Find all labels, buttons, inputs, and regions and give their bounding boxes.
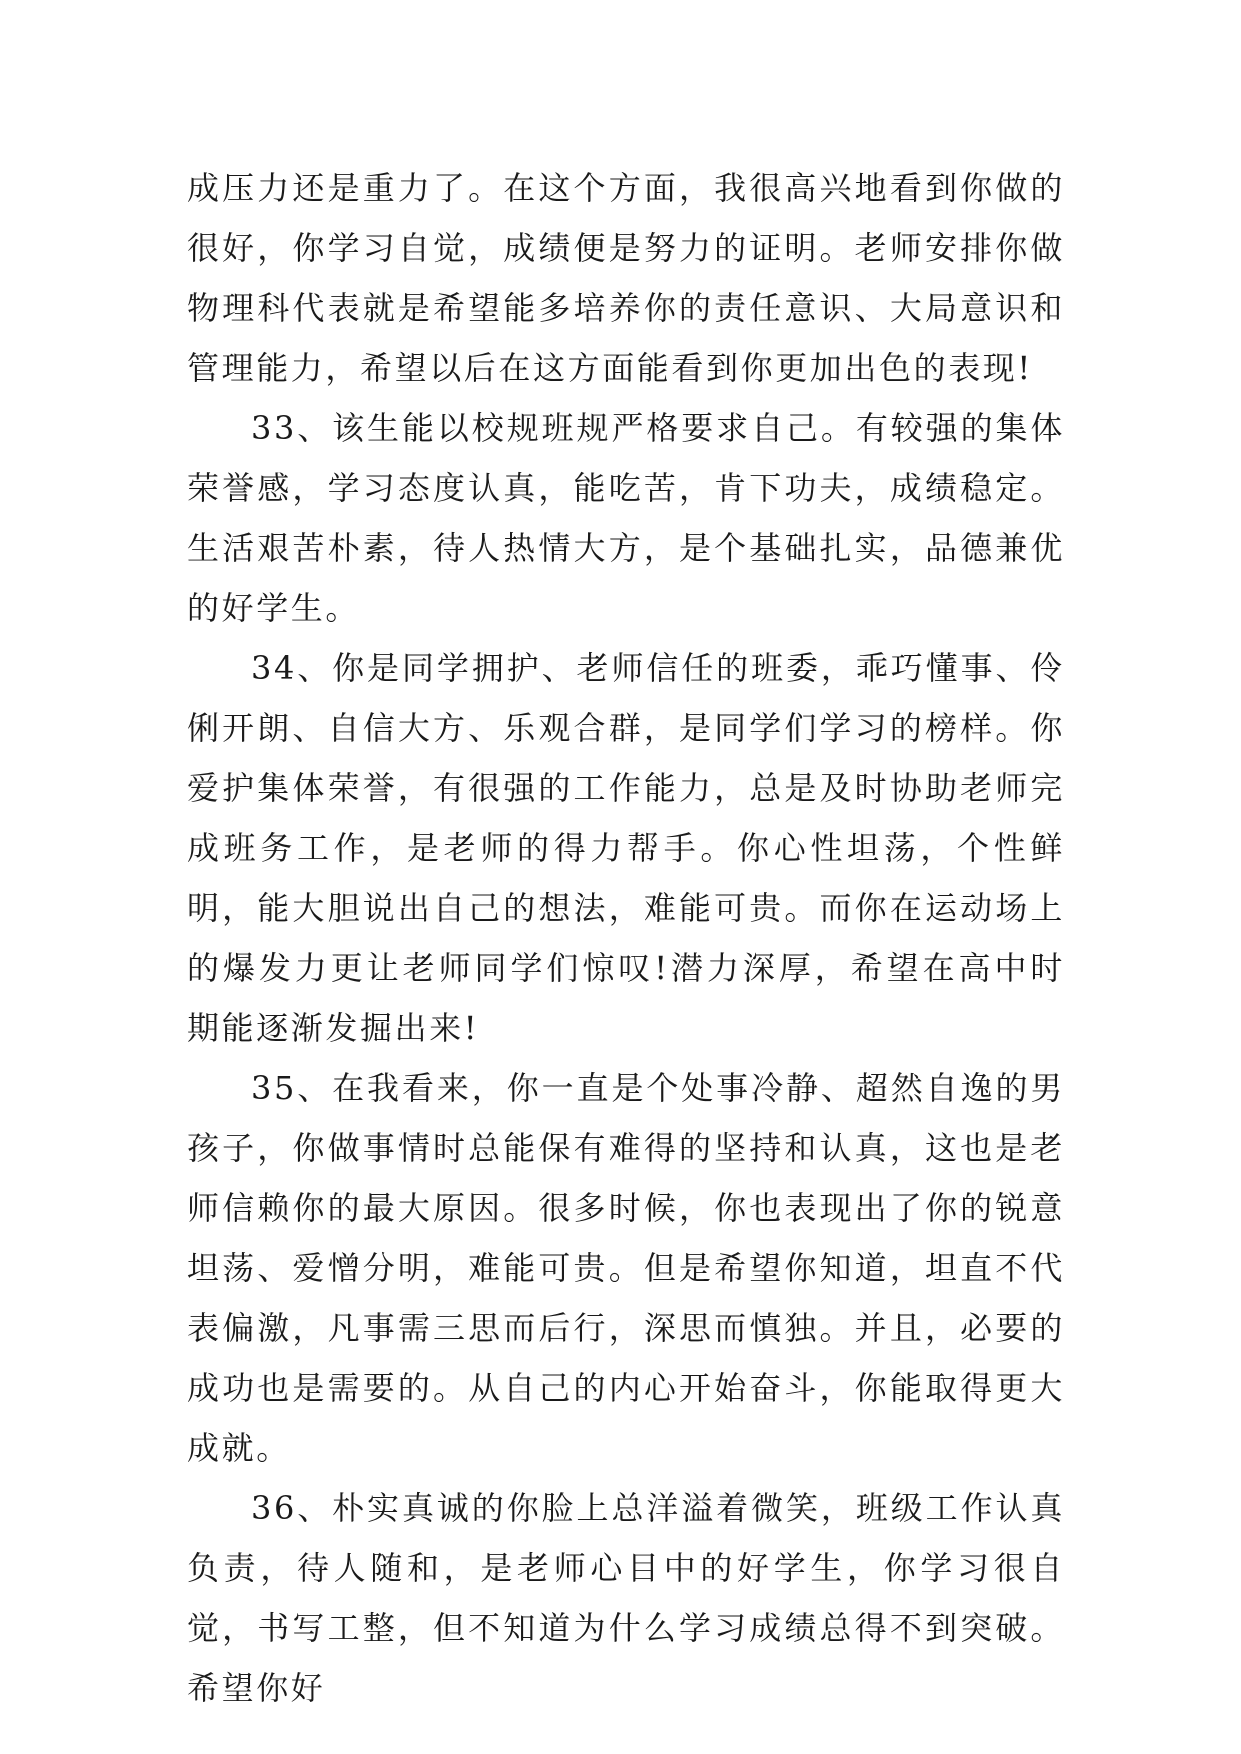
document-body [187, 158, 1065, 1718]
paragraph-continuation: 成压力还是重力了。在这个方面，我很高兴地看到你做的很好，你学习自觉，成绩便是努力的证明。老师安排你做物理科代表就是希望能多培养你的责任意识、大局意识和管理能力，希望以后在这方面能看到你更加出色的表现! [187, 169, 1065, 387]
paragraph-33: 33、该生能以校规班规严格要求自己。有较强的集体荣誉感，学习态度认真，能吃苦，肯下功夫，成绩稳定。生活艰苦朴素，待人热情大方，是个基础扎实，品德兼优的好学生。 [187, 409, 1065, 627]
paragraph-34: 34、你是同学拥护、老师信任的班委，乖巧懂事、伶俐开朗、自信大方、乐观合群，是同学们学习的榜样。你爱护集体荣誉，有很强的工作能力，总是及时协助老师完成班务工作，是老师的得力帮手。你心性坦荡，个性鲜明，能大胆说出自己的想法，难能可贵。而你在运动场上的爆发力更让老师同学们惊叹!潜力深厚，希望在高中时期能逐渐发掘出来! [187, 649, 1065, 1047]
paragraph-35: 35、在我看来，你一直是个处事冷静、超然自逸的男孩子，你做事情时总能保有难得的坚持和认真，这也是老师信赖你的最大原因。很多时候，你也表现出了你的锐意坦荡、爱憎分明，难能可贵。但是希望你知道，坦直不代表偏激，凡事需三思而后行，深思而慎独。并且，必要的成功也是需要的。从自己的内心开始奋斗，你能取得更大成就。 [187, 1069, 1065, 1467]
paragraph-36: 36、朴实真诚的你脸上总洋溢着微笑，班级工作认真负责，待人随和，是老师心目中的好学生，你学习很自觉，书写工整，但不知道为什么学习成绩总得不到突破。希望你好 [187, 1489, 1065, 1707]
